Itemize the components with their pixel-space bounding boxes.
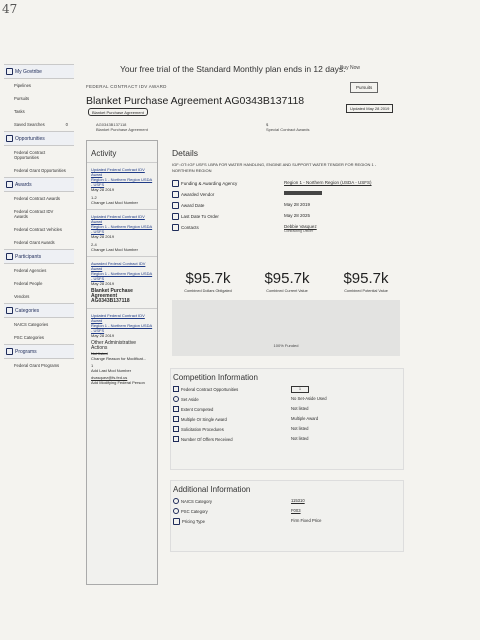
record-type-tag: FEDERAL CONTRACT IDV AWARD xyxy=(86,84,167,89)
sidebar-item-vendors[interactable]: Vendors xyxy=(14,294,30,299)
award-description: IGF::OT::IGF USFS I-BPA FOR WATER HANDLING, ENGINE AND SUPPORT WATER TENDER FOR REGION 1 - NORTHERN REGION xyxy=(172,162,377,173)
trophy-icon xyxy=(6,181,13,188)
competition-row: Federal Contract Opportunities 1 xyxy=(171,386,403,396)
activity-link[interactable]: Awarded Federal Contract IDV Award xyxy=(91,261,146,271)
category-icon xyxy=(173,508,179,514)
sidebar-item-grant-programs[interactable]: Federal Grant Programs xyxy=(14,363,60,368)
pursuits-button[interactable]: Pursuits xyxy=(350,82,378,93)
activity-card: Awarded Federal Contract IDV Award Region 1 - Northern Region USDA - USFS May 28 2019 Blanket Purchase Agreement AG0343B137118 xyxy=(87,256,157,308)
sidebar-item-vehicles[interactable]: Federal Contract Vehicles xyxy=(14,227,62,232)
detail-row: Award Date May 28 2019 xyxy=(172,202,392,213)
vendor-redacted xyxy=(284,191,322,195)
sidebar-item-naics[interactable]: NAICS Categories xyxy=(14,322,49,327)
competition-row: Extent Competed Not listed xyxy=(171,406,403,416)
competition-title: Competition Information xyxy=(173,373,258,382)
sidebar xyxy=(4,64,74,372)
activity-link[interactable]: Updated Federal Contract IDV Award xyxy=(91,214,145,224)
value-kpis xyxy=(172,270,402,293)
sidebar-section-awards[interactable]: Awards xyxy=(4,177,74,192)
calendar-icon xyxy=(172,213,179,220)
kpi-current: $95.7k Combined Current Value xyxy=(264,270,310,293)
bank-icon xyxy=(172,180,179,187)
category-icon xyxy=(173,498,179,504)
additional-row: NAICS Category 115310 xyxy=(171,498,403,508)
piid-block: AG0343B137118 Blanket Purchase Agreement xyxy=(96,122,148,132)
updated-badge: Updated May 28 2019 xyxy=(346,104,393,113)
activity-link[interactable]: Updated Federal Contract IDV Award xyxy=(91,167,145,177)
saved-search-count: 0 xyxy=(65,122,68,127)
detail-row: Contacts Debbie Vasquez Contracting Officer xyxy=(172,224,392,235)
details-section xyxy=(172,148,392,235)
checkbox-icon xyxy=(173,426,179,432)
kpi-potential: $95.7k Combined Potential Value xyxy=(343,270,389,293)
set-aside-icon xyxy=(173,396,179,402)
checkbox-icon xyxy=(173,386,179,392)
sidebar-section-my-govtribe[interactable]: My Govtribe xyxy=(4,64,74,79)
opportunities-icon xyxy=(6,135,13,142)
checkbox-icon xyxy=(173,436,179,442)
additional-row: Pricing Type Firm Fixed Price xyxy=(171,518,403,528)
detail-row: Funding & Awarding Agency Region 1 - Northern Region (USDA - USFS) xyxy=(172,180,392,191)
sidebar-item-saved-searches[interactable]: Saved Searches 0 xyxy=(14,122,68,127)
sidebar-item-psc[interactable]: PSC Categories xyxy=(14,335,45,340)
handwritten-page-number: 47 xyxy=(2,2,18,16)
tag-icon xyxy=(6,307,13,314)
sidebar-item-grant-opps[interactable]: Federal Grant Opportunities xyxy=(14,168,66,173)
competition-row: Solicitation Procedures Not listed xyxy=(171,426,403,436)
price-tag-icon xyxy=(173,518,180,525)
home-icon xyxy=(6,68,13,75)
activity-panel xyxy=(86,140,158,585)
kpi-obligated: $95.7k Combined Dollars Obligated xyxy=(184,270,232,293)
activity-card: Updated Federal Contract IDV Award Region 1 - Northern Region USDA - USFS May 28 2019 1-2 Change Last Mod Number xyxy=(87,162,157,209)
contacts-icon xyxy=(172,224,179,231)
sidebar-section-opportunities[interactable]: Opportunities xyxy=(4,131,74,146)
detail-row: Awarded Vendor xyxy=(172,191,392,202)
page-title: Blanket Purchase Agreement AG0343B137118 xyxy=(86,95,305,107)
sidebar-section-programs[interactable]: Programs xyxy=(4,344,74,359)
additional-section xyxy=(170,480,404,552)
sidebar-item-grant-awards[interactable]: Federal Grant Awards xyxy=(14,240,55,245)
special-awards-block: $ Special Contract Awards xyxy=(266,122,310,132)
checkbox-icon xyxy=(173,406,179,412)
sidebar-item-agencies[interactable]: Federal Agencies xyxy=(14,268,47,273)
people-icon xyxy=(6,253,13,260)
funded-label: 100% Funded xyxy=(273,343,299,348)
sidebar-section-participants[interactable]: Participants xyxy=(4,249,74,264)
sidebar-item-contract-opps[interactable]: Federal Contract Opportunities xyxy=(14,150,46,160)
sidebar-item-idv-awards[interactable]: Federal Contract IDV Awards xyxy=(14,209,54,219)
opportunity-count-box[interactable]: 1 xyxy=(291,386,309,393)
activity-title: Activity xyxy=(91,149,117,158)
activity-card: Updated Federal Contract IDV Award Region 1 - Northern Region USDA - USFS May 28 2019 Other Administrative Actions Not listed Change Reason for Modificat... 1 Add Last Mod Number dvasquez@fs.fed.us Add Modifying Federal Person xyxy=(87,308,157,389)
checkbox-icon xyxy=(173,416,179,422)
competition-section xyxy=(170,368,404,470)
competition-row: Number Of Offers Received Not listed xyxy=(171,436,403,446)
sidebar-item-people[interactable]: Federal People xyxy=(14,281,43,286)
sidebar-item-tasks[interactable]: Tasks xyxy=(14,109,25,114)
sidebar-item-pursuits[interactable]: Pursuits xyxy=(14,96,30,101)
additional-title: Additional Information xyxy=(173,485,251,494)
sidebar-item-pipelines[interactable]: Pipelines xyxy=(14,83,31,88)
buy-now-link[interactable]: Buy Now xyxy=(340,65,361,71)
trial-banner: Your free trial of the Standard Monthly plan ends in 12 days. xyxy=(120,64,346,74)
calendar-icon xyxy=(172,202,179,209)
sidebar-section-categories[interactable]: Categories xyxy=(4,303,74,318)
additional-row: PSC Category F003 xyxy=(171,508,403,518)
detail-row: Last Date To Order May 28 2025 xyxy=(172,213,392,224)
activity-link[interactable]: Updated Federal Contract IDV Award xyxy=(91,313,145,323)
award-icon xyxy=(172,191,179,198)
type-badge: Blanket Purchase Agreement xyxy=(88,108,148,116)
competition-row: Multiple Or Single Award Multiple Award xyxy=(171,416,403,426)
document-icon xyxy=(6,348,13,355)
sidebar-item-contract-awards[interactable]: Federal Contract Awards xyxy=(14,196,61,201)
competition-row: Set Aside No Set-Aside Used xyxy=(171,396,403,406)
details-title: Details xyxy=(172,148,198,158)
activity-card: Updated Federal Contract IDV Award Region 1 - Northern Region USDA - USFS May 28 2019 2-4 Change Last Mod Number xyxy=(87,209,157,256)
